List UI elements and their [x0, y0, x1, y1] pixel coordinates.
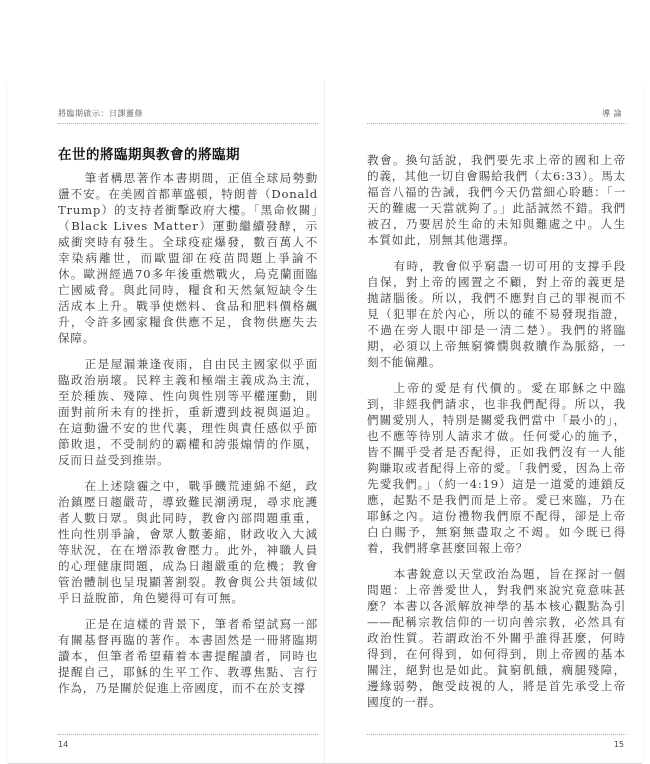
- page-number: 15: [613, 740, 624, 749]
- book-spread: [8, 80, 642, 764]
- spacer: [367, 720, 626, 734]
- running-header: 將臨期啟示：日課靈修: [58, 109, 143, 118]
- footer-divider: [58, 734, 318, 735]
- paragraph: 本書銳意以天堂政治為題，旨在探討一個問題：上帝善愛世人，對我們來說究竟意味甚麼？本書以各派解放神學的基本核心觀點為引——配稱宗教信仰的一切向善宗教，必然具有政治性質。若謂政治不外關乎誰得甚麼，何時得到，在何得到，如何得到，則上帝國的基本關注，絕對也是如此。貧窮飢餓，瘸腿殘障，邊緣弱勢，飽受歧視的人，將是首先承受上帝國度的一群。: [367, 567, 626, 709]
- paragraph: 教會。換句話說，我們要先求上帝的國和上帝的義，其他一切自會賜給我們（太6:33）。馬太福音八福的告誡，我們今天仍當細心聆聽：「一天的難處一天當就夠了。」此話誠然不錯。我們被召，乃要居於生命的未知與難處之中。人生本質如此，別無其他選擇。: [367, 153, 626, 247]
- spacer: [58, 706, 318, 720]
- paragraph: 有時，教會似乎窮盡一切可用的支撐手段自保，對上帝的國置之不顧，對上帝的義更是拋諸腦後。所以，我們不應對自己的罪視而不見（犯罪在於內心，所以的確不易發現指證，不過在旁人眼中卻是一清二楚）。我們的將臨期，必須以上帝無窮憐憫與救贖作為脈絡，一刻不能偏離。: [367, 259, 626, 369]
- paragraph: 正是在這樣的背景下，筆者希望試寫一部有關基督再臨的著作。本書固然是一冊將臨期讀本，但筆者希望藉着本書提醒讀者，同時也提醒自己，耶穌的生平工作、教導焦點、言行作為，乃是關於促進上帝國度，而不在於支撐: [58, 617, 318, 695]
- paragraph: 上帝的愛是有代價的。愛在耶穌之中臨到，非經我們請求，也非我們配得。所以，我們關愛別人，特別是關愛我們當中「最小的」，也不應等待別人請求才做。任何愛心的施予，皆不關乎受者是否配得，正如我們沒有一人能夠賺取或者配得上帝的愛。「我們愛，因為上帝先愛我們。」（約一4:19）這是一道愛的連鎖反應，起點不是我們而是上帝。愛已來臨，乃在耶穌之內。這份禮物我們原不配得，卻是上帝白白賜予，無窮無盡取之不竭。如今既已得着，我們將拿甚麼回報上帝？: [367, 381, 626, 555]
- body-text: [58, 170, 318, 706]
- paragraph: 正是屋漏兼逢夜雨，自由民主國家似乎面臨政治崩壞。民粹主義和極端主義成為主流，至於種族、殘障、性向與性別等平權運動，則面對前所未有的挫折，重新遭到歧視與逼迫。在這動盪不安的世代裏，理性與責任感似乎節節敗退，不受制約的霸權和誇張煽情的作風，反而日益受到推崇。: [58, 357, 318, 467]
- page-number: 14: [58, 740, 69, 749]
- body-text: [367, 152, 626, 720]
- footer-divider: [367, 734, 626, 735]
- paragraph: 筆者構思著作本書期間，正值全球局勢動盪不安。在美國首都華盛頓，特朗普（Donald Trump）的支持者衝擊政府大樓。「黑命攸關」（Black Lives Matter）運動繼續發酵，示威衝突時有發生。全球疫症爆發，數百萬人不幸染病離世，而歐盟卻在疫苗問題上爭論不休。歐洲經過70多年後重燃戰火，烏克蘭面臨亡國威脅。與此同時，糧食和天然氣短缺令生活成本上升。戰爭使燃料、食品和肥料價格飆升，令許多國家糧食供應不足，食物供應失去保障。: [58, 171, 318, 345]
- right-page: [325, 80, 642, 763]
- section-title: 在世的將臨期與教會的將臨期: [58, 147, 240, 163]
- left-page: [8, 80, 325, 763]
- header-divider: [367, 123, 626, 124]
- header-divider: [58, 123, 318, 124]
- paragraph: 在上述陰霾之中，戰爭饑荒連綿不絕，政治鎮壓日趨嚴苛，導致難民潮湧現，尋求庇護者人數日眾。與此同時，教會內部問題重重，性向性別爭論，會眾人數萎縮，財政收入大減等狀況，在在增添教會壓力。此外，神職人員的心理健康問題，成為日趨嚴重的危機；教會管治體制也呈現顯著割裂。教會與公共領域似乎日益脫節，角色變得可有可無。: [58, 479, 318, 605]
- running-header: 導 論: [601, 109, 622, 118]
